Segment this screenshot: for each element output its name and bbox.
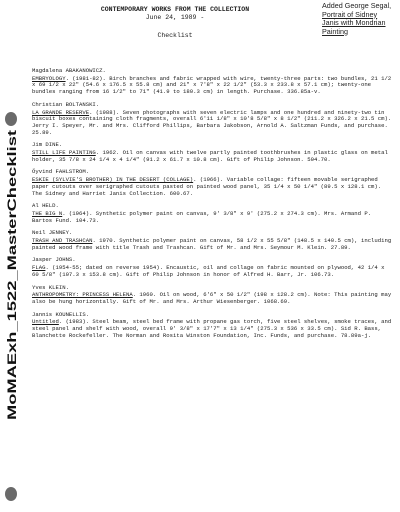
exhibition-date: June 24, 1989 - <box>145 14 205 21</box>
note-line: Janis with Mondrian <box>322 18 386 28</box>
artist-name: Jannis KOUNELLIS. <box>32 310 90 318</box>
checklist-entry <box>32 203 394 224</box>
checklist-entry <box>32 230 394 251</box>
note-line: Added George Segal, <box>322 1 392 10</box>
work-title: THE BIG N <box>32 209 63 217</box>
work-description <box>32 238 394 251</box>
work-title: EMBRYOLOGY <box>32 74 66 82</box>
artist-name: Jim DINE. <box>32 141 63 149</box>
work-title: STILL LIFE PAINTING <box>32 149 96 157</box>
artist-name: Christian BOLTANSKI. <box>32 100 100 108</box>
work-description <box>32 265 394 278</box>
punch-hole-bottom <box>5 487 17 501</box>
checklist-heading: Checklist <box>157 32 193 39</box>
work-description <box>32 319 394 339</box>
work-details: . (1981-82). Birch branches and fabric wrapped with wire, twenty-three parts: two bundles, 21 1/2 x 69 1/2 x 22" (54.6 x 176.5 x 55.8 cm) and 21" x 7'8" x 22 1/2" (53.3 x 233.8 x 57.1 cm); twenty-one bundles ranging from 16 1/2" to 71" (41.9 to 180.3 cm) in length. Purchase. 336.85a-v. <box>32 74 392 96</box>
artist-name: Yves KLEIN. <box>32 283 69 291</box>
work-details: . (1983). Steel beam, steel bed frame with propane gas torch, five steel shelves, smoke traces, and steel panel and shelf with wood, overall 9' 3/8" x 17'7" x 13 1/4" (275.3 x 536 x 33.5 cm). Sid R. Bass, Blanchette Rockefeller. The Norman and Rosita Winston Foundation, Inc. Funds, and purchase. 78.89a-j. <box>32 318 392 339</box>
artist-name: Neil JENNEY. <box>32 229 73 237</box>
work-details: . 1970. Synthetic polymer paint on canvas, 58 1/2 x 55 5/8" (148.5 x 140.5 cm), including painted wood frame with title Trash and Trashcan. Gift of Mr. and Mrs. Seymour M. Klein. 27.89. <box>32 237 392 251</box>
checklist-entry <box>32 102 394 137</box>
sidebar <box>0 0 24 512</box>
work-title: ANTHROPOMETRY: PRINCESS HELENA <box>32 291 133 299</box>
document-header <box>25 6 325 40</box>
note-line: Painting <box>322 26 348 36</box>
checklist-entry <box>32 169 394 197</box>
work-description <box>32 177 394 197</box>
sidebar-label-container <box>3 120 21 420</box>
checklist-entry <box>32 68 394 96</box>
work-title: FLAG <box>32 264 46 272</box>
work-details: . (1954-55; dated on reverse 1954). Encaustic, oil and collage on fabric mounted on plywood, 42 1/4 x 60 5/8" (107.3 x 153.8 cm). Gift of Philip Johnson in honor of Alfred H. Barr, Jr. 106.73. <box>32 264 385 278</box>
checklist-entries <box>32 68 394 346</box>
checklist-entry <box>32 285 394 306</box>
work-description <box>32 211 394 224</box>
work-description <box>32 292 394 305</box>
work-title: TRASH AND TRASHCAN <box>32 237 93 245</box>
work-details: . (1966). Variable collage: fifteen movable serigraphed paper cutouts over serigraphed cutouts pasted on painted wood panel, 35 1/4 x 50 1/4" (89.5 x 128.1 cm). The Sidney and Harriet Janis Collection. 600.67. <box>32 176 382 197</box>
work-details: . (1964). Synthetic polymer paint on canvas, 9' 3/8" x 9' (275.2 x 274.3 cm). Mrs. Armand P. Bartos Fund. 104.73. <box>32 209 372 224</box>
work-description <box>32 76 394 96</box>
checklist-entry <box>32 257 394 278</box>
work-title: ESKIE (SYLVIE'S BROTHER) IN THE DESERT (COLLAGE) <box>32 176 194 184</box>
checklist-entry <box>32 312 394 340</box>
handwritten-note <box>322 2 391 36</box>
artist-name: Magdalena ABAKANOWICZ. <box>32 67 106 74</box>
work-details: . (1988). Seven photographs with seven electric lamps and one hundred and ninety-two tin biscuit boxes containing cloth fragments, overall 6'11 1/8" x 10'8 5/8" x 8 1/2" (211.2 x 326.2 x 21.5 cm). Jerry I. Speyer, Mr. and Mrs. Clifford Phillips, Barbara Jakobson, Arnold A. Saltzman Funds, and purchase. 25.89. <box>32 108 392 136</box>
artist-name: Al HELD. <box>32 202 59 210</box>
document-page <box>25 0 400 512</box>
artist-name: Öyvind FAHLSTROM. <box>32 168 90 176</box>
checklist-entry <box>32 142 394 163</box>
note-line: Portrait of Sidney <box>322 9 378 19</box>
exhibition-title: CONTEMPORARY WORKS FROM THE COLLECTION <box>100 6 250 13</box>
sidebar-label: MoMAExh_1522_MasterChecklist <box>7 237 19 420</box>
work-title: LA GRANDE RESERVE <box>32 108 90 116</box>
work-description <box>32 110 394 137</box>
artist-name: Jasper JOHNS. <box>32 256 76 264</box>
work-description <box>32 150 394 163</box>
work-details: . 1962. Oil on canvas with twelve partly painted toothbrushes in plastic glass on metal holder, 35 7/8 x 24 1/4 x 4 1/4" (91.2 x 61.7 x 10.8 cm). Gift of Philip Johnson. 504.70. <box>32 149 388 163</box>
work-title: Untitled <box>32 318 59 326</box>
work-details: . 1960. Oil on wood, 6'6" x 50 1/2" (198 x 128.2 cm). Note: This painting may also be hung horizontally. Gift of Mr. and Mrs. Arthur Wiesenberger. 1068.69. <box>32 291 392 305</box>
